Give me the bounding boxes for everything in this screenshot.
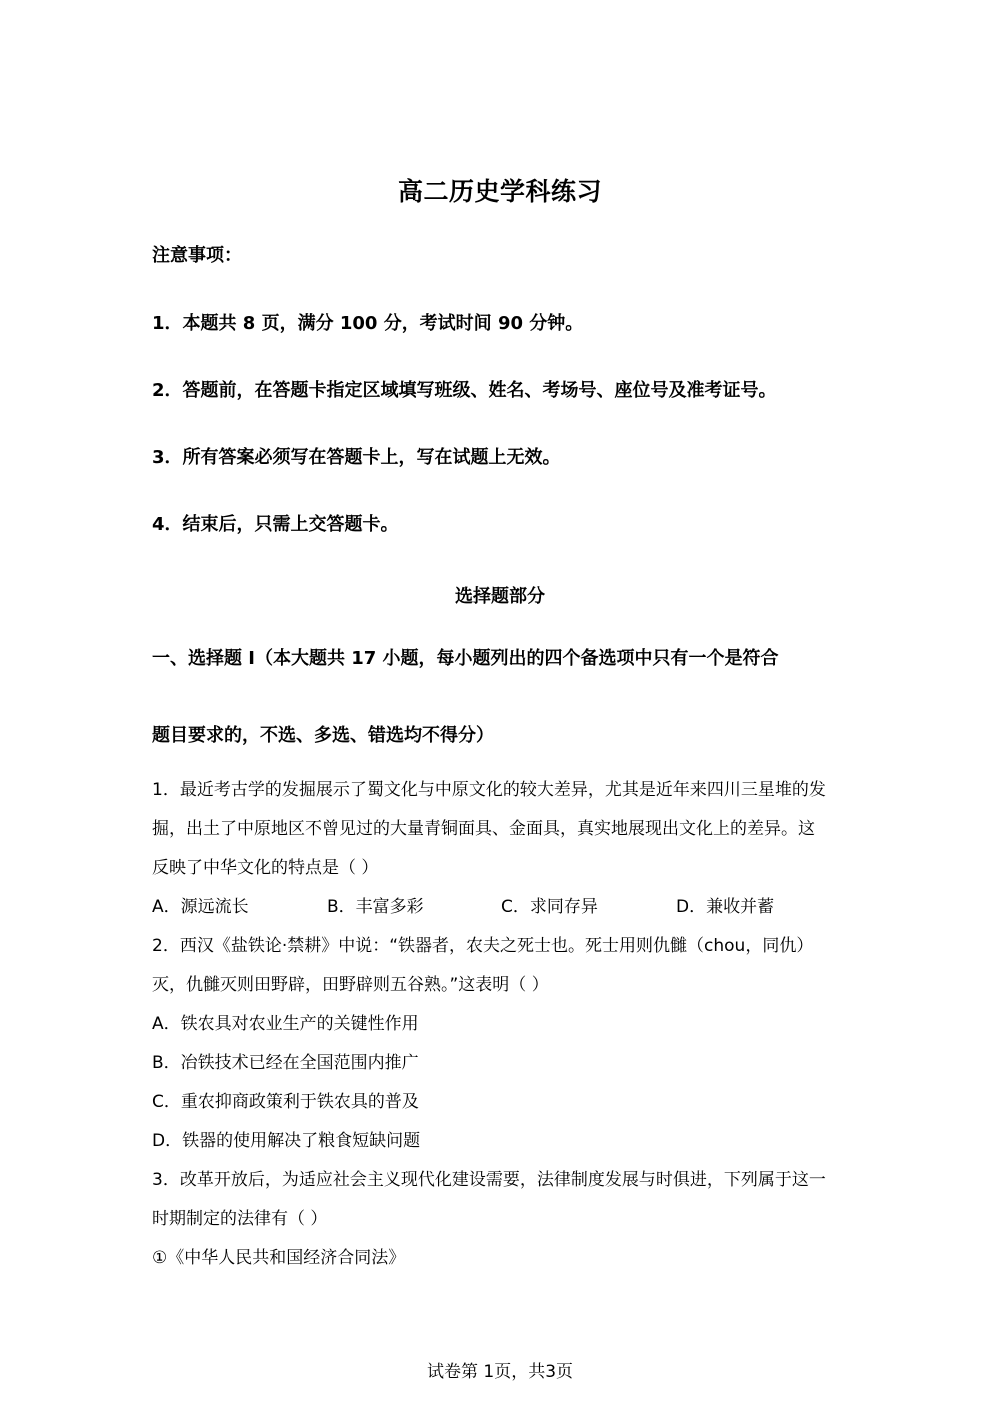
- question-1-line-3: 反映了中华文化的特点是（ ）: [152, 858, 379, 878]
- question-2-option-d: D．铁器的使用解决了粮食短缺问题: [152, 1131, 421, 1151]
- notice-item-1: 1．本题共 8 页，满分 100 分，考试时间 90 分钟。: [152, 313, 584, 334]
- page-title: 高二历史学科练习: [397, 177, 602, 206]
- question-2-option-b: B．冶铁技术已经在全国范围内推广: [152, 1053, 419, 1073]
- question-3-line-2: 时期制定的法律有（ ）: [152, 1209, 328, 1229]
- question-1-line-1: 1．最近考古学的发掘展示了蜀文化与中原文化的较大差异，尤其是近年来四川三星堆的发: [152, 780, 826, 800]
- question-1-line-2: 掘，出土了中原地区不曾见过的大量青铜面具、金面具，真实地展现出文化上的差异。这: [152, 819, 815, 839]
- part-heading-line-1: 一、选择题 I（本大题共 17 小题，每小题列出的四个备选项中只有一个是符合: [152, 648, 779, 669]
- question-1-option-a: A．源远流长: [152, 897, 249, 917]
- section-title: 选择题部分: [455, 586, 545, 607]
- question-1-option-c: C．求同存异: [501, 897, 598, 917]
- question-3-line-1: 3．改革开放后，为适应社会主义现代化建设需要，法律制度发展与时俱进，下列属于这一: [152, 1170, 826, 1190]
- notice-item-3: 3．所有答案必须写在答题卡上，写在试题上无效。: [152, 447, 561, 468]
- question-3-item-1: ①《中华人民共和国经济合同法》: [152, 1248, 406, 1268]
- question-1-option-b: B．丰富多彩: [327, 897, 424, 917]
- question-2-option-a: A．铁农具对农业生产的关键性作用: [152, 1014, 419, 1034]
- question-1-option-d: D．兼收并蓄: [676, 897, 775, 917]
- part-heading-line-2: 题目要求的，不选、多选、错选均不得分）: [152, 725, 494, 746]
- page-footer: 试卷第 1页，共3页: [426, 1362, 574, 1382]
- notice-item-4: 4．结束后，只需上交答题卡。: [152, 514, 399, 535]
- notice-heading: 注意事项：: [152, 245, 242, 266]
- question-2-option-c: C．重农抑商政策利于铁农具的普及: [152, 1092, 419, 1112]
- question-2-line-1: 2．西汉《盐铁论·禁耕》中说：“铁器者，农夫之死士也。死士用则仇雠（chou，同仇）: [152, 936, 814, 956]
- question-2-line-2: 灭，仇雠灭则田野辟，田野辟则五谷熟。”这表明（ ）: [152, 975, 549, 995]
- notice-item-2: 2．答题前，在答题卡指定区域填写班级、姓名、考场号、座位号及准考证号。: [152, 380, 777, 401]
